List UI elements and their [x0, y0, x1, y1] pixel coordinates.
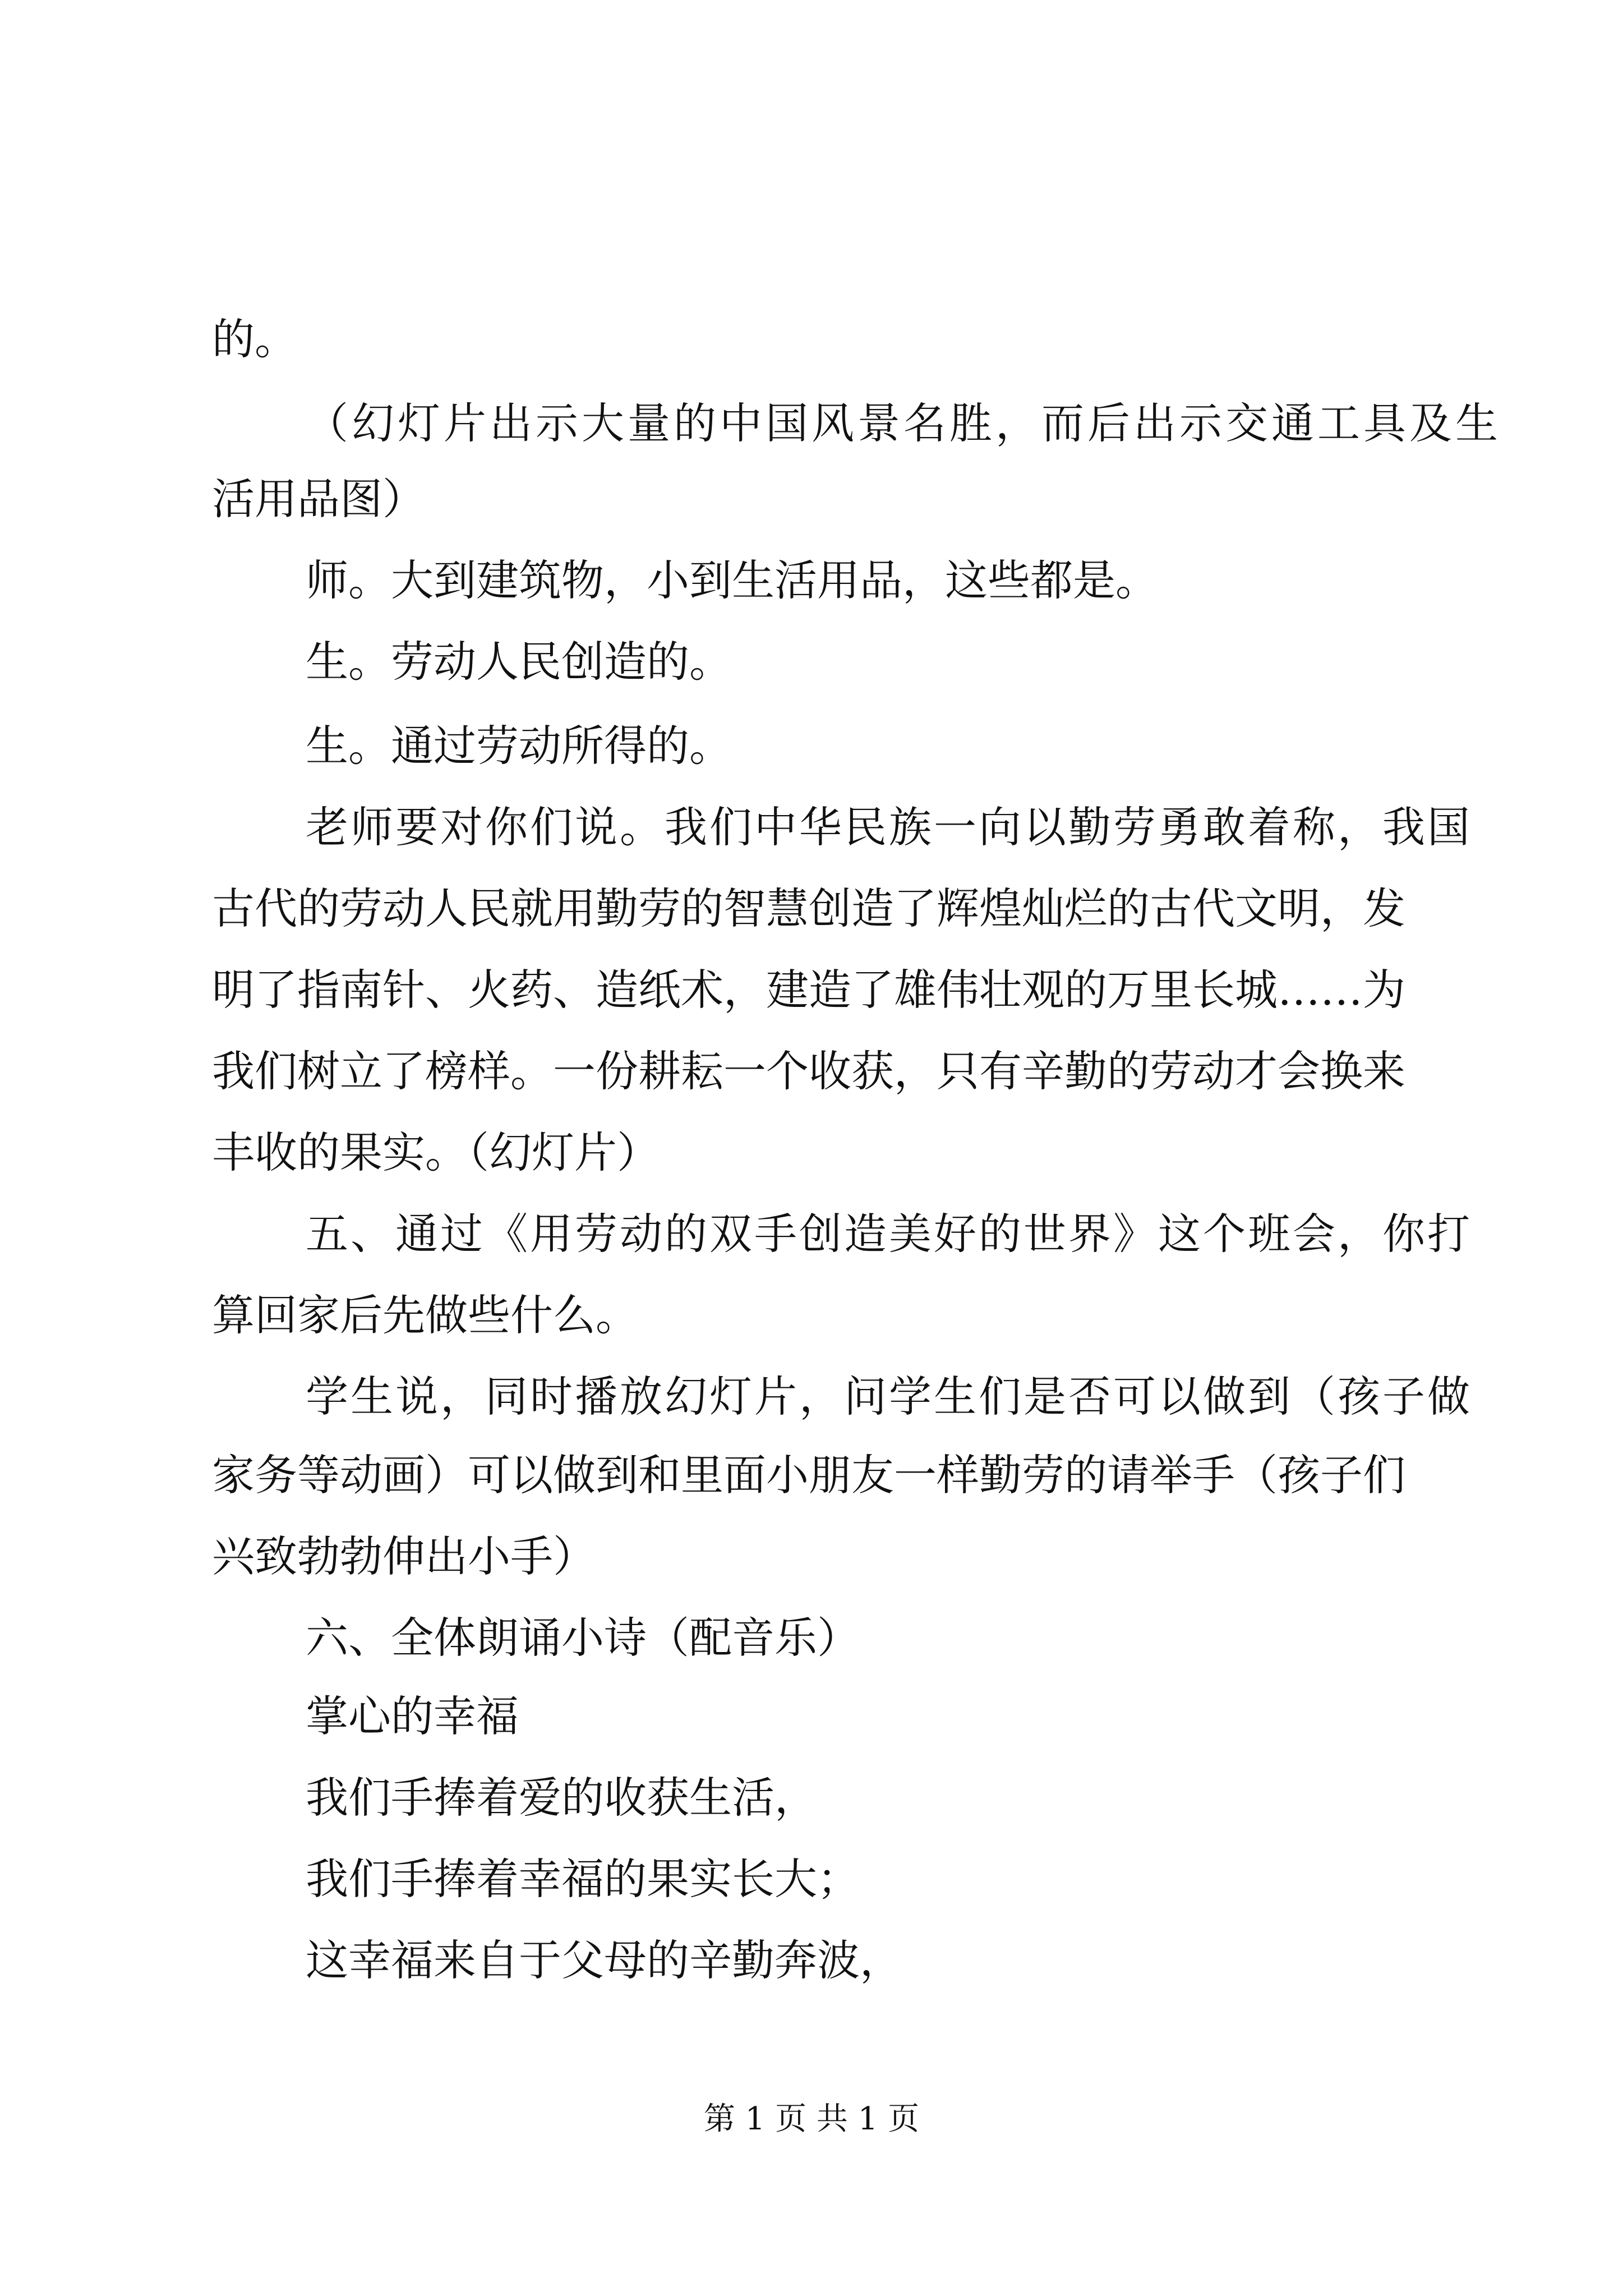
text-line	[0, 553, 1623, 609]
text-line	[0, 471, 1623, 527]
line-text: （幻灯片出示大量的中国风景名胜，而后出示交通工具及生	[306, 398, 1501, 448]
line-text: 五、通过《用劳动的双手创造美好的世界》这个班会，你打	[306, 1209, 1472, 1259]
line-text: 的。	[212, 314, 297, 364]
text-line	[0, 1369, 1623, 1425]
line-text: 家务等动画）可以做到和里面小朋友一样勤劳的请举手（孩子们	[212, 1450, 1405, 1500]
text-line	[0, 718, 1623, 774]
line-text: 这幸福来自于父母的辛勤奔波，	[306, 1935, 902, 1985]
text-line	[0, 1610, 1623, 1666]
text-line	[0, 1770, 1623, 1826]
text-line	[0, 311, 1623, 367]
line-text: 掌心的幸福	[306, 1691, 519, 1741]
text-line	[0, 962, 1623, 1018]
text-line	[0, 1851, 1623, 1907]
line-text: 兴致勃勃伸出小手）	[212, 1531, 596, 1581]
text-line	[0, 1206, 1623, 1262]
text-line	[0, 1688, 1623, 1745]
text-line	[0, 1932, 1623, 1989]
text-line	[0, 1043, 1623, 1099]
text-line	[0, 881, 1623, 937]
line-text: 算回家后先做些什么。	[212, 1290, 638, 1340]
line-text: 活用品图）	[212, 474, 425, 524]
text-line	[0, 1125, 1623, 1181]
text-line	[0, 1287, 1623, 1343]
line-text: 我们手捧着爱的收获生活，	[306, 1773, 817, 1823]
line-text: 生。通过劳动所得的。	[306, 721, 732, 771]
page-number-footer: 第 1 页 共 1 页	[703, 2101, 920, 2137]
line-text: 六、全体朗诵小诗（配音乐）	[306, 1613, 860, 1663]
line-text: 丰收的果实。（幻灯片）	[212, 1128, 660, 1177]
text-line	[0, 395, 1623, 452]
line-text: 我们手捧着幸福的果实长大；	[306, 1854, 860, 1904]
text-line	[0, 1529, 1623, 1585]
line-text: 师。大到建筑物，小到生活用品，这些都是。	[306, 555, 1158, 605]
line-text: 古代的劳动人民就用勤劳的智慧创造了辉煌灿烂的古代文明，发	[212, 884, 1405, 933]
line-text: 生。劳动人民创造的。	[306, 637, 732, 687]
line-text: 学生说，同时播放幻灯片，问学生们是否可以做到（孩子做	[306, 1372, 1472, 1421]
line-text: 明了指南针、火药、造纸术，建造了雄伟壮观的万里长城……为	[212, 965, 1405, 1015]
text-line	[0, 1447, 1623, 1503]
line-text: 我们树立了榜样。一份耕耘一个收获，只有辛勤的劳动才会换来	[212, 1046, 1405, 1096]
line-text: 老师要对你们说。我们中华民族一向以勤劳勇敢着称，我国	[306, 802, 1472, 852]
text-line	[0, 634, 1623, 690]
text-line	[0, 799, 1623, 855]
